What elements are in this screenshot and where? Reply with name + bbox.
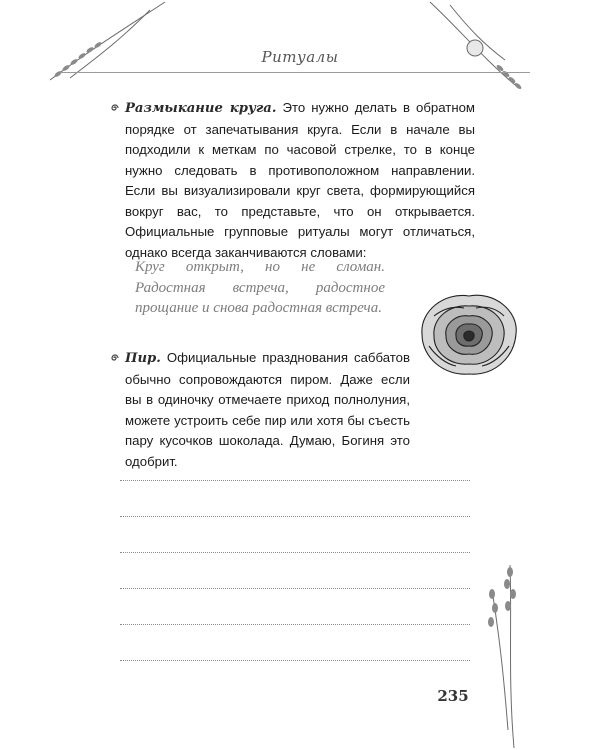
notes-line (120, 516, 470, 517)
section-text: Официальные празднования саббатов обычно сопровождаются пиром. Даже если вы в одиночку отмечаете приход полнолуния, можете устроить себе пир или хотя бы съесть пару кусочков шоколада. Думаю, Богиня это одобрит. (125, 350, 411, 469)
page-number: 235 (437, 687, 469, 705)
notes-line (120, 480, 470, 481)
section-feast (125, 348, 410, 472)
swirl-bullet-icon (110, 103, 120, 113)
lavender-sprig-illustration (470, 560, 540, 750)
notes-line (120, 624, 470, 625)
section-term: Размыкание круга. (125, 101, 277, 116)
notes-line (120, 660, 470, 661)
notes-line (120, 552, 470, 553)
section-term: Пир. (125, 351, 161, 366)
section-text: Это нужно делать в обратном порядке от запечатывания круга. Если в начале вы подходили к меткам по часовой стрелке, то в конце нужно следовать в противоположном направлении. Если вы визуализировали круг света, формирующийся вокруг вас, то представьте, что он открывается. Официальные групповые ритуалы могут отличаться, однако всегда заканчиваются словами: (125, 100, 476, 260)
ritual-quote: Круг открыт, но не сломан. Радостная встреча, радостное прощание и снова радостная встреча. (135, 259, 385, 316)
page-header-title: Ритуалы (261, 48, 339, 66)
swirl-bullet-icon (110, 353, 120, 363)
section-breaking-circle (125, 98, 475, 263)
rose-illustration (414, 286, 524, 381)
header-divider (60, 72, 530, 73)
notes-line (120, 588, 470, 589)
